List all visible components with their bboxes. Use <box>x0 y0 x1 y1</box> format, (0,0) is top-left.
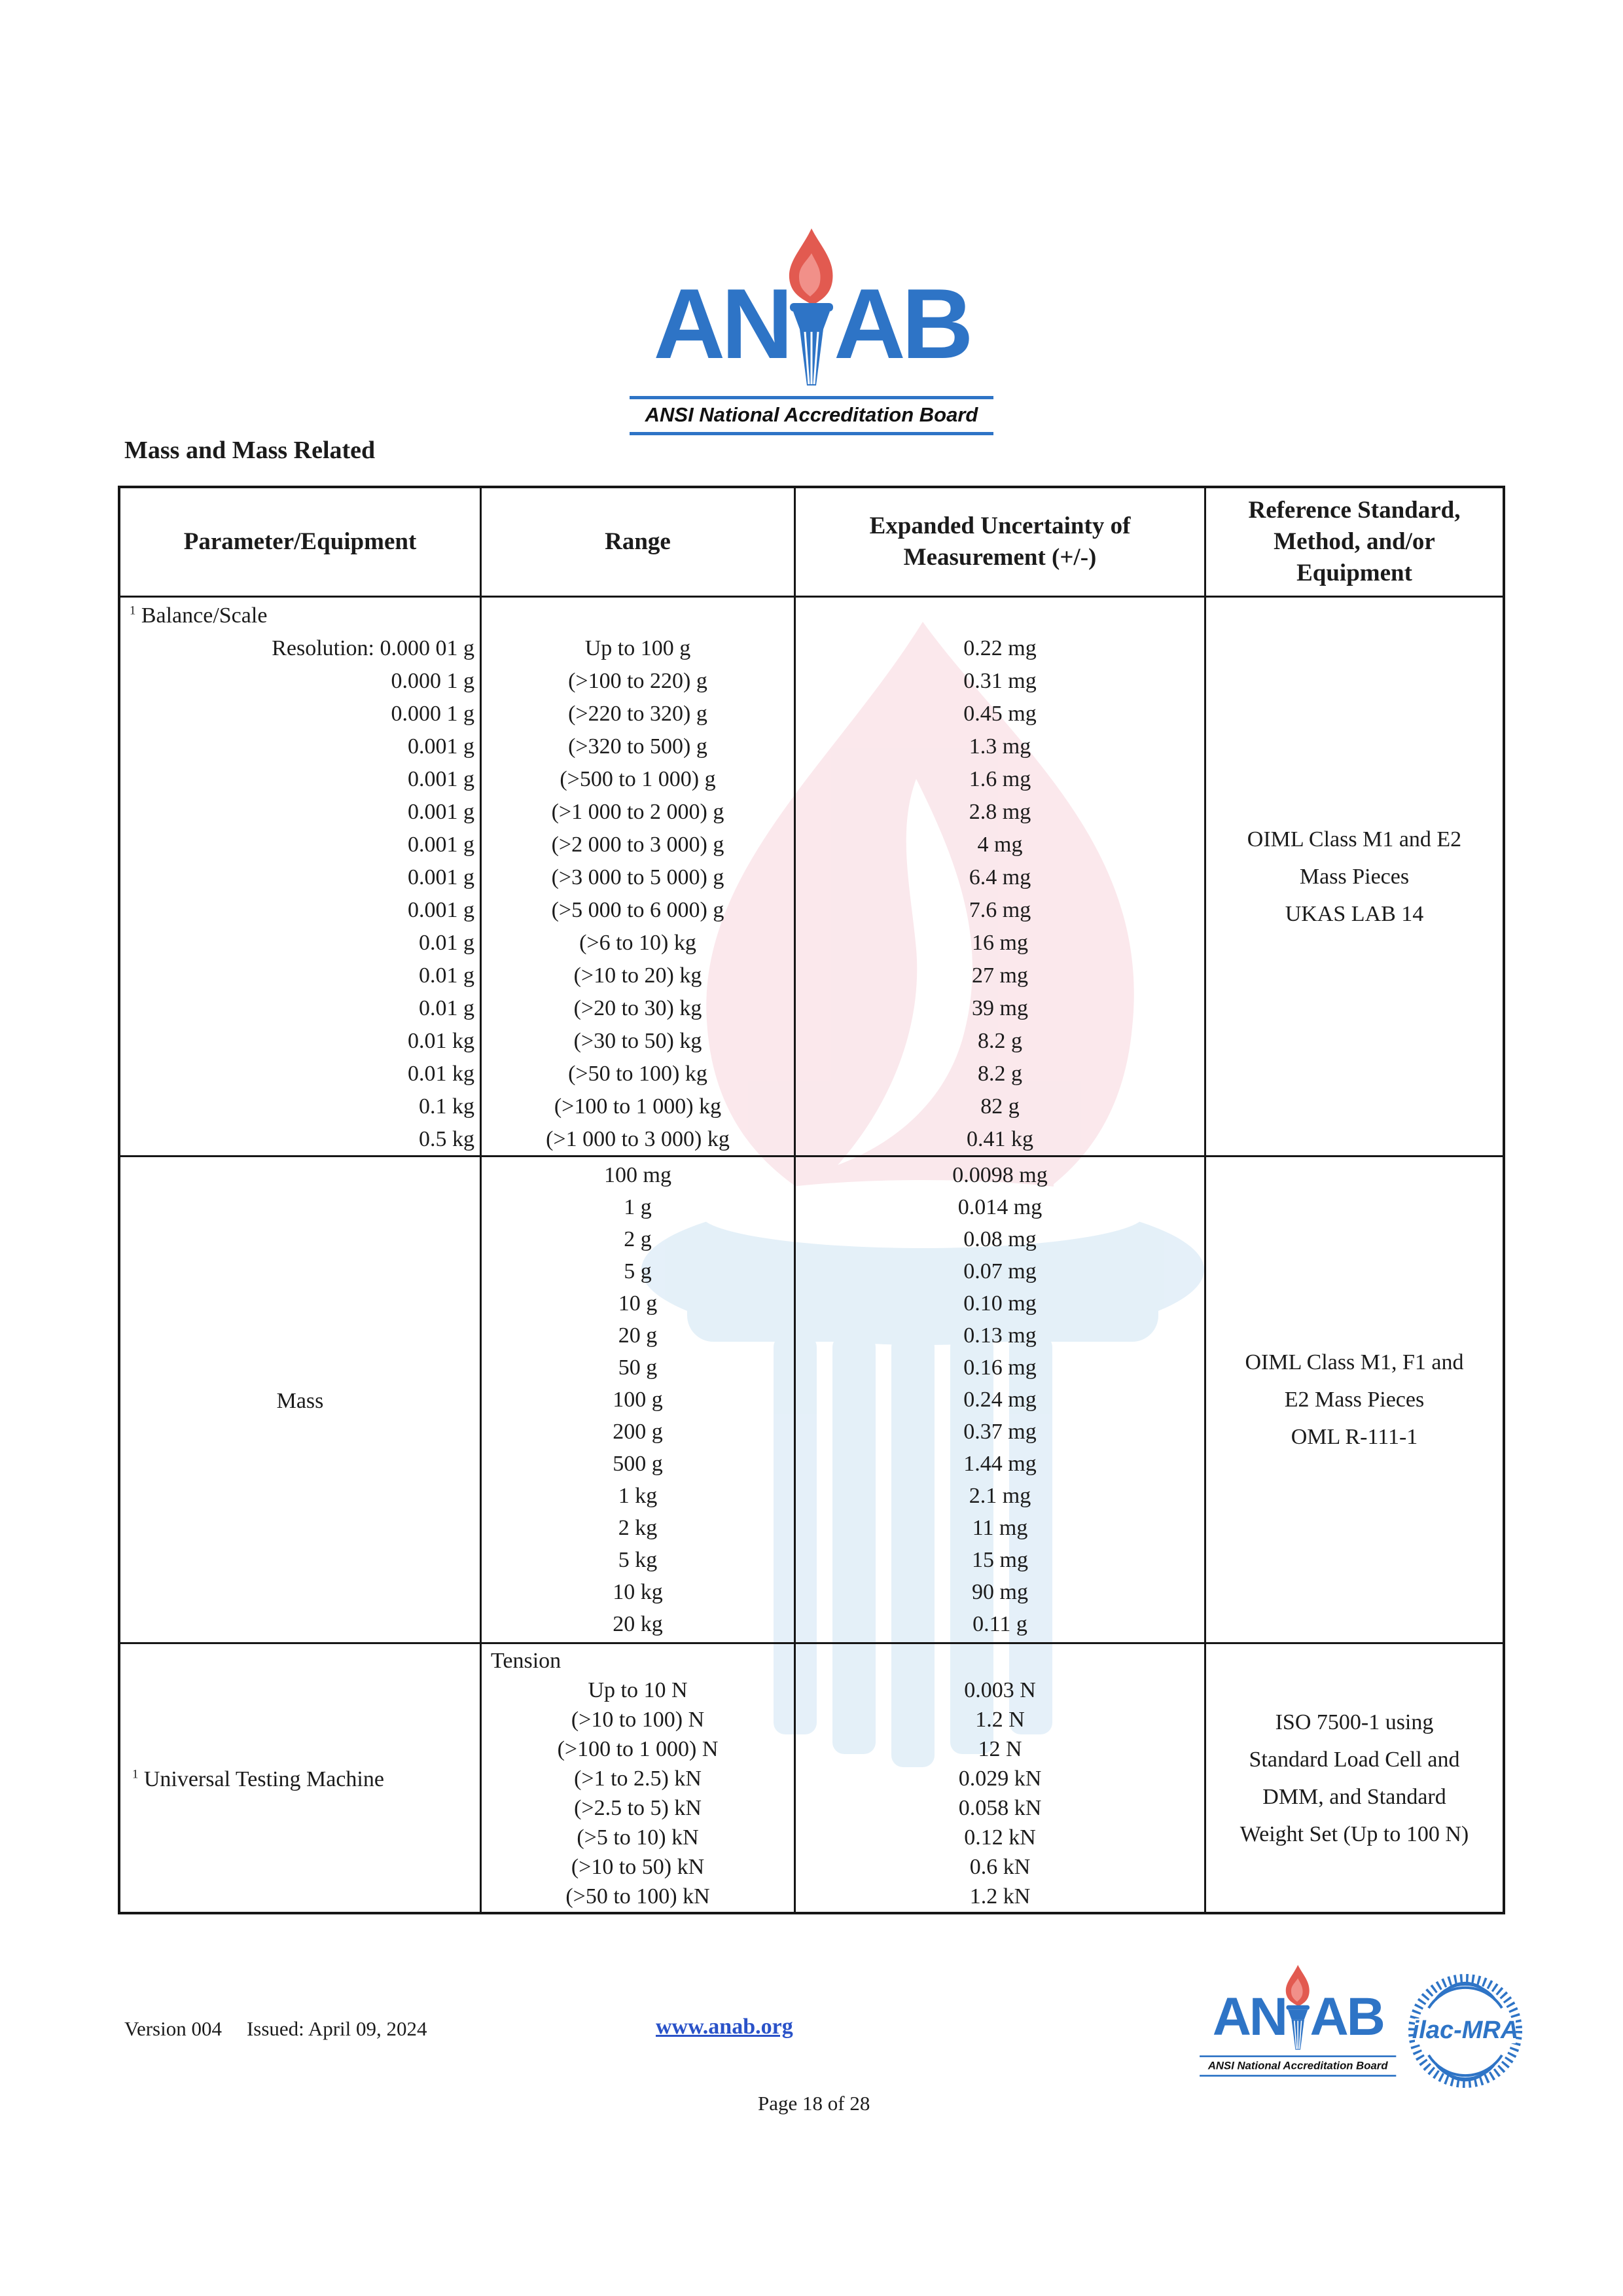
issued-label: Issued: April 09, 2024 <box>246 2017 427 2040</box>
uncertainty-cell: 0.0098 mg 0.014 mg 0.08 mg 0.07 mg 0.10 mg 0.13 mg 0.16 mg 0.24 mg 0.37 mg 1.44 mg 2.1 mg 11 mg 15 mg 90 mg 0.11 g <box>794 1157 1204 1642</box>
uncertainty-cell: 0.003 N 1.2 N 12 N 0.029 kN 0.058 kN 0.12 kN 0.6 kN 1.2 kN <box>794 1644 1204 1912</box>
parameter-title: $^1$ Universal Testing Machine <box>132 1767 384 1791</box>
logo-rule-top <box>1200 2055 1396 2057</box>
uncertainty-cell: 0.22 mg 0.31 mg 0.45 mg 1.3 mg 1.6 mg 2.8 mg 4 mg 6.4 mg 7.6 mg 16 mg 27 mg 39 mg 8.2 g 8.2 g 82 g 0.41 kg <box>794 598 1204 1155</box>
anab-letters-left: AN <box>1212 1986 1286 2047</box>
anab-logo <box>628 226 995 439</box>
anab-letters-left: AN <box>653 268 789 380</box>
parameter-cell: $^1$ Balance/Scale Resolution: 0.000 01 g 0.000 1 g 0.000 1 g 0.001 g 0.001 g 0.001 g 0.001 g 0.001 g 0.001 g 0.01 g 0.01 g 0.01 g 0.01 kg 0.01 kg 0.1 kg 0.5 kg <box>120 598 480 1155</box>
parameter-cell <box>120 1157 480 1642</box>
reference-cell: OIML Class M1, F1 and E2 Mass Pieces OML R-111-1 <box>1204 1157 1503 1642</box>
logo-rule-bottom <box>1200 2075 1396 2077</box>
page-title: Mass and Mass Related <box>124 437 376 464</box>
accreditation-scope-table <box>118 486 1505 1914</box>
table-section-universal-testing-machine <box>120 1642 1503 1912</box>
page-number: Page 18 of 28 <box>758 2092 870 2115</box>
logo-subtitle: ANSI National Accreditation Board <box>645 403 978 426</box>
website-link[interactable]: www.anab.org <box>656 2015 793 2039</box>
version-label: Version 004 <box>124 2017 222 2040</box>
header-parameter: Parameter/Equipment <box>183 528 417 555</box>
reference-cell: OIML Class M1 and E2 Mass Pieces UKAS LAB 14 <box>1204 598 1503 1155</box>
range-cell: Up to 100 g (>100 to 220) g (>220 to 320) g (>320 to 500) g (>500 to 1 000) g (>1 000 to 2 000) g (>2 000 to 3 000) g (>3 000 to 5 000) g (>5 000 to 6 000) g (>6 to 10) kg (>10 to 20) kg (>20 to 30) kg (>30 to 50) kg (>50 to 100) kg (>100 to 1 000) kg (>1 000 to 3 000) kg <box>480 598 794 1155</box>
parameter-title: $^1$ Balance/Scale <box>130 603 268 628</box>
parameter-title: Mass <box>276 1388 324 1413</box>
table-section-balance-scale <box>120 596 1503 1155</box>
parameter-cell <box>120 1644 480 1912</box>
ilac-mra-seal <box>1406 1969 1525 2093</box>
anab-letters-right: AB <box>834 268 970 380</box>
ilac-seal-text: ilac-MRA <box>1412 2017 1519 2044</box>
table-header-row <box>120 488 1503 596</box>
logo-rule-top <box>630 396 993 399</box>
logo-subtitle: ANSI National Accreditation Board <box>1207 2059 1388 2072</box>
anab-letters-right: AB <box>1310 1986 1383 2047</box>
range-cell: Tension Up to 10 N (>10 to 100) N (>100 to 1 000) N (>1 to 2.5) kN (>2.5 to 5) kN (>5 to 10) kN (>10 to 50) kN (>50 to 100) kN <box>480 1644 794 1912</box>
footer-version-line <box>124 2017 452 2041</box>
header-reference: Reference Standard, Method, and/or Equipment <box>1204 488 1503 596</box>
logo-rule-bottom <box>630 432 993 435</box>
header-range: Range <box>480 488 794 596</box>
range-cell: 100 mg 1 g 2 g 5 g 10 g 20 g 50 g 100 g 200 g 500 g 1 kg 2 kg 5 kg 10 kg 20 kg <box>480 1157 794 1642</box>
reference-cell: ISO 7500-1 using Standard Load Cell and DMM, and Standard Weight Set (Up to 100 N) <box>1204 1644 1503 1912</box>
anab-logo-footer <box>1199 1964 1397 2079</box>
table-section-mass <box>120 1155 1503 1642</box>
header-uncertainty: Expanded Uncertainty of Measurement (+/-) <box>794 488 1204 596</box>
